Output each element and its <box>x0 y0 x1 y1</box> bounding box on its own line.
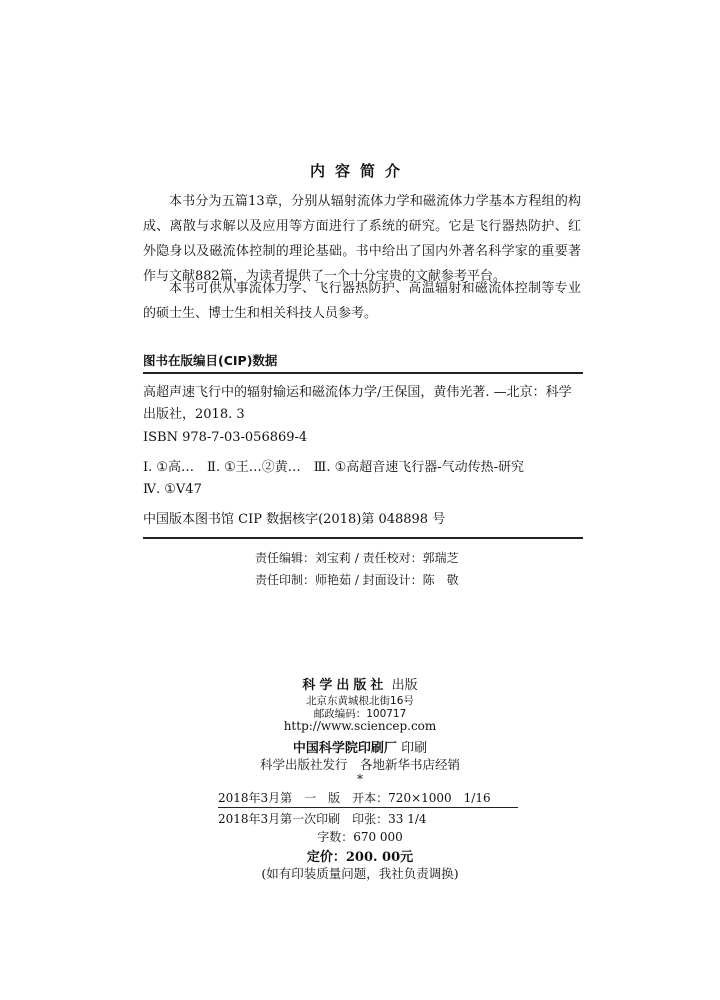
printer-name: 中国科学院印刷厂 <box>292 741 397 756</box>
publisher-suffix: 出版 <box>391 678 418 693</box>
cip-classification-line-2: Ⅳ. ①V47 <box>143 482 202 497</box>
publisher-address: 北京东黄城根北街16号 <box>306 695 414 707</box>
publisher-postcode: 邮政编码：100717 <box>313 708 407 720</box>
cip-top-rule <box>143 372 583 374</box>
credits-editors: 责任编辑：刘宝莉 / 责任校对：郭瑞芝 <box>255 551 459 565</box>
cip-classification-line-1: Ⅰ. ①高… Ⅱ. ①王…②黄… Ⅲ. ①高超音速飞行器-气动传热-研究 <box>143 460 525 475</box>
printer-line <box>0 737 720 756</box>
printer-suffix: 印刷 <box>401 741 428 756</box>
separator-star: * <box>357 772 363 786</box>
summary-paragraph-2: 本书可供从事流体力学、飞行器热防护、高温辐射和磁流体控制等专业的硕士生、博士生和相关科技人员参考。 <box>143 281 581 321</box>
distributor-line: 科学出版社发行 各地新华书店经销 <box>259 757 460 772</box>
cip-bottom-rule <box>143 537 583 539</box>
imprint-rule <box>218 807 518 808</box>
price: 定价：200. 00元 <box>306 850 414 865</box>
quality-note: (如有印装质量问题，我社负责调换) <box>261 866 459 881</box>
edition-line: 2018年3月第 一 版 开本：720×1000 1/16 <box>218 791 491 805</box>
cip-entry: 高超声速飞行中的辐射输运和磁流体力学/王保国，黄伟光著. —北京：科学出版社，2018. 3 <box>143 385 572 422</box>
cip-heading: 图书在版编目(CIP)数据 <box>143 353 278 368</box>
word-count: 字数：670 000 <box>317 830 403 844</box>
publisher-name: 科学出版社 <box>302 678 388 693</box>
printing-line: 2018年3月第一次印刷 印张：33 1/4 <box>218 812 427 826</box>
cip-record-number: 中国版本图书馆 CIP 数据核字(2018)第 048898 号 <box>143 512 446 527</box>
publisher-url: http://www.sciencep.com <box>283 719 437 733</box>
summary-title: 内容简介 <box>309 162 410 180</box>
cip-isbn: ISBN 978-7-03-056869-4 <box>143 430 308 445</box>
publisher-line <box>0 674 720 693</box>
credits-production: 责任印制：师艳茹 / 封面设计：陈 敬 <box>255 573 459 587</box>
summary-paragraph-1: 本书分为五篇13章，分别从辐射流体力学和磁流体力学基本方程组的构成、离散与求解以及应用等方面进行了系统的研究。它是飞行器热防护、红外隐身以及磁流体控制的理论基础。书中给出了国内外著名科学家的重要著作与文献882篇，为读者提供了一个十分宝贵的文献参考平台。 <box>143 194 581 284</box>
